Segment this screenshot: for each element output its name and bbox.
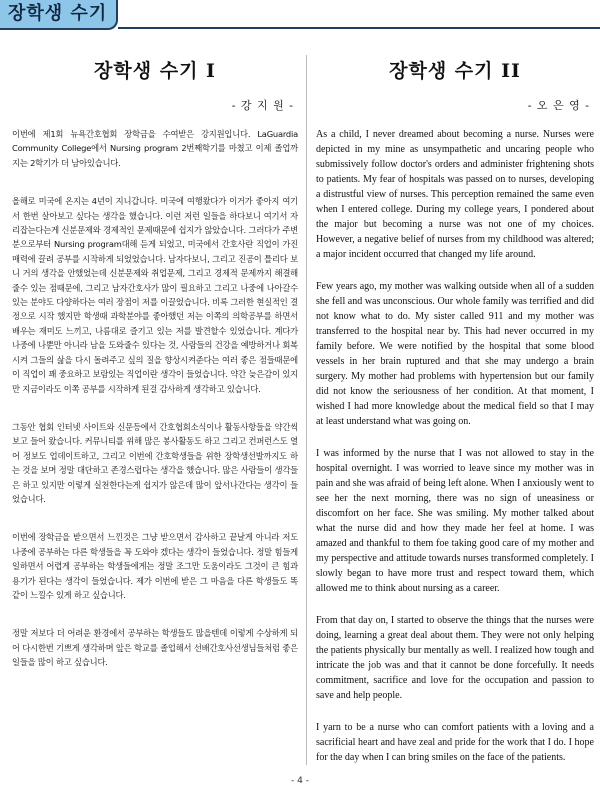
essay-column-left	[12, 52, 298, 694]
paragraph: 정말 저보다 더 어려운 환경에서 공부하는 학생들도 많을텐데 이렇게 수상하게 되어 다시한번 기쁘게 생각하며 앞은 학교를 졸업해서 선배간호사선생님들처럼 좋은일들을 많이 하고 싶습니다.	[12, 628, 298, 668]
essay-title-right: 장학생 수기 II	[389, 60, 521, 82]
essay-author-right: - 오 은 영 -	[527, 99, 590, 112]
paragraph: I yarn to be a nurse who can comfort patients with a loving and a sacrificial heart and have zeal and pride for the work that I do. I hope for the day when I can bring smiles on the face of the patients.	[316, 722, 594, 763]
paragraph: 그동안 협회 인터넷 사이트와 신문등에서 간호협회소식이나 활동사항들을 약간씩 보고 들어 왔습니다. 커뮤니티를 위해 많은 봉사활동도 하고 그리고 컨퍼런스도 열어 정보도 업데이트하고, 그리고 이번에 간호학생들을 위한 장학생선발까지도 하는 것을 보며 정말 대단하고 존경스럽다는 생각을 했습니다. 많은 사람들이 생각들은 하고 있지만 이렇게 실천한다는게 쉽지가 않은데 많이 앞서나간다는 생각이 들었습니다.	[12, 421, 298, 504]
page-number: - 4 -	[291, 776, 309, 786]
essay-column-right	[316, 52, 594, 782]
essay-body-left	[12, 127, 298, 670]
section-header-label: 장학생 수기	[8, 3, 108, 24]
paragraph: Few years ago, my mother was walking outside when all of a sudden she fell and was unconscious. Our whole family was terrified and did not know what to do. My sister called 911 and my mother was transferred to the hospital near by. This had never occurred in my family before. We were notified by the hospital that some blood vessels in her brain ruptured and that she may undergo a brain surgery. My mother had problems with hypertension but our family did not know the seriousness of her condition. At that moment, I wished I had more knowledge about the medical field so that I may at least understand what was going on.	[316, 281, 594, 427]
paragraph: 올해로 미국에 온지는 4년이 지니갑니다. 미국에 여행왔다가 이거가 좋아지 여기서 한번 살아보고 싶다는 생각을 했습니다. 이런 저런 일들을 하다보니 여기서 자리잡는다는게 신분문제와 경제적인 문제때문에 쉽지가 않았습니다. 그러다가 주변분으로부터 Nursing program대해 듣게 되었고, 미국에서 간호사란 직업이 가진 매력에 끌려 공부를 시작하게 되었었습니다. 남자다보니, 그리고 진공이 틀리다 보니 거의 생각을 안했었는데 신분문제와 취업문제, 그리고 경제적 문제까지 해결해 줄수 있는 점때문에, 그리고 남자간호사가 많이 필요하고 그리고 나중에 나아갈수 있는 분야도 다양하다는 여러 장점이 저를 이끌었습니다. 비록 그러한 현실적인 결정으로 시작 했지만 학생때 과학분야를 좋아했던 저는 이쪽의 의학공부를 하면서 배우는 재미도 느끼고, 나름대로 즐기고 있는 저를 발견할수 있었습니다. 계다가 나중에 나뿐만 아니라 남을 도와줄수 있다는 것, 사람들의 건강을 예방하거나 회복시켜 그들의 삶을 다시 돌려주고 싶의 질을 향상시켜준다는 여러 좋은 점들때문에 이 직업이 꽤 중요하고 보람있는 직업이란 생각이 들었습니다. 약간 늦은감이 있지만 지금이라도 이쪽 공부를 시작하게 된걸 감사하게 생각하고 있습니다.	[12, 196, 298, 394]
paragraph: 이번에 제1회 뉴욕간호협회 장학금을 수여받은 강지원입니다. LaGuardia Community College에서 Nursing program 2번째학기를 마쳤고 이제 졸업까지는 2학기가 더 남아있습니다.	[12, 129, 298, 168]
essay-author-left: - 강 지 원 -	[231, 99, 294, 112]
section-header-tab	[0, 0, 118, 30]
paragraph: From that day on, I started to observe the things that the nurses were doing, learning a great deal about them. They were not only helping the patients physically bur mentally as well. I realized how tough and intricate the job was and that it cannot be done forcefully. It needs commitment, sacrifice and love for the occupation and passion to save and help people.	[316, 615, 594, 701]
essay-title-left: 장학생 수기 I	[94, 60, 216, 82]
column-divider	[306, 55, 307, 765]
header-rule	[118, 27, 600, 29]
paragraph: As a child, I never dreamed about becoming a nurse. Nurses were depicted in my mine as unsympathetic and uncaring people who submissively follow doctor's orders and administer frightening shots to patients. My fear of hospitals was passed on to nurses, developing a distrustful view of nurses. This perception remained the same even when I entered college. During my college years, I pondered about the major but becoming a nurse was not one of my choices. However, a negative belief of nurses from my childhood was altered; a major incident occurred that changed my life around.	[316, 129, 594, 260]
paragraph: 이번에 장학금을 받으면서 느낀것은 그냥 받으면서 감사하고 끝날게 아니라 저도 나중에 공부하는 다른 학생들을 꼭 도와야 겠다는 생각이 들었습니다. 정말 힘들게 일하면서 어렵게 공부하는 학생들에게는 정말 조그만 도움이라도 그것이 큰 힘과 용기가 된다는 생각이 들었습니다. 제가 이번에 받은 그 마음을 다른 학생들도 똑같이 느낄수 있게 하고 싶습니다.	[12, 532, 298, 600]
paragraph: I was informed by the nurse that I was not allowed to stay in the hospital overnight. I was worried to leave since my mother was in pain and she was afraid of being left alone. When I anxiously went to see her the next morning, there was no sign of uneasiness or discomfort on her face. She was smiling. My mother talked about what the nurse did and how they made her feel at home. I was amazed and thankful to them foe taking good care of my mother and my perspective and attitude towards nurses transformed completely. I slowly began to have more trust and respect toward them, which allowed me to think about nursing as a career.	[316, 448, 594, 594]
essay-body-right	[316, 127, 594, 765]
